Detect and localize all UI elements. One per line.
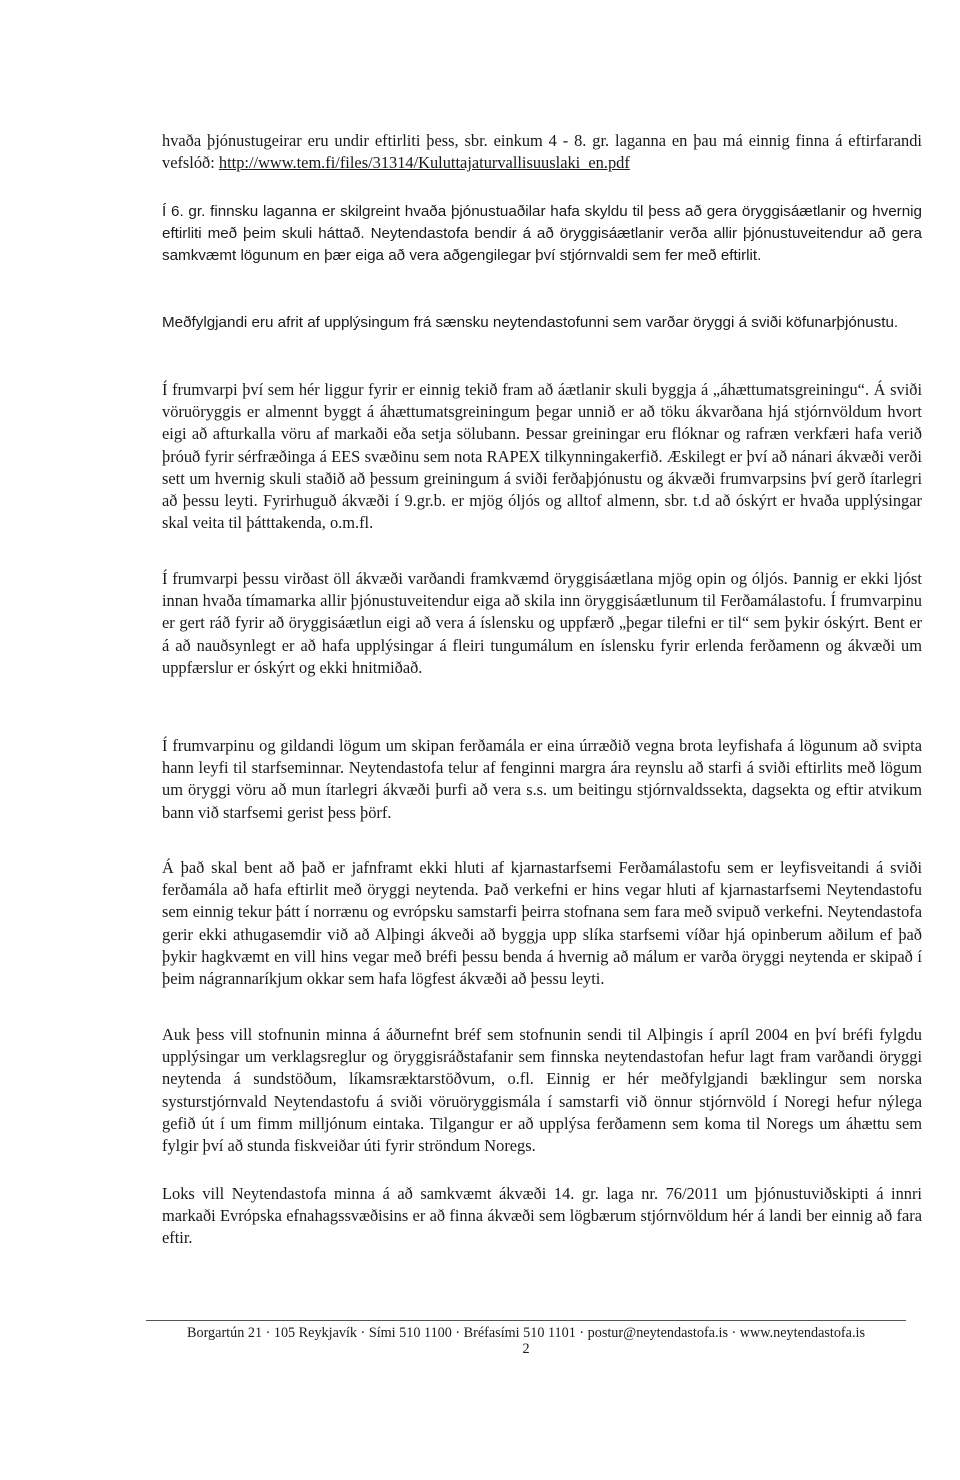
footer-contact: Borgartún 21 · 105 Reykjavík · Sími 510 1100 · Bréfasími 510 1101 · postur@neytendastofa.is · www.neytendastofa.is	[187, 1325, 865, 1341]
footer-divider	[146, 1320, 906, 1321]
paragraph-4: Í frumvarpi því sem hér liggur fyrir er einnig tekið fram að áætlanir skuli byggja á „áhættumatsgreiningu“. Á sviði vöruöryggis er almennt byggt á áhættumatsgreiningum þegar unnið er að töku ákvarðana hjá stjórnvöldum hvort eigi að afturkalla vöru af markaði eða setja sölubann. Þessar greiningar eru flóknar og rafræn verkfæri hafa verið þróuð fyrir sérfræðinga á EES svæðinu sem nota RAPEX tilkynningakerfið. Æskilegt er því að nánari ákvæði verði sett um hvernig skuli staðið að þessum greiningum á sviði ferðaþjónustu og ákvæði frumvarpsins því gerð ítarlegri að þessu leyti. Fyrirhuguð ákvæði í 9.gr.b. er mjög óljós og alltof almenn, sbr. t.d að óskýrt er hvaða upplýsingar skal veita til þátttakenda, o.m.fl.	[162, 380, 922, 533]
paragraph-3: Meðfylgjandi eru afrit af upplýsingum frá sænsku neytendastofunni sem varðar öryggi á sviði köfunarþjónustu.	[162, 314, 899, 331]
page-number: 2	[522, 1341, 530, 1357]
paragraph-7: Á það skal bent að það er jafnframt ekki hluti af kjarnastarfsemi Ferðamálastofu sem er leyfisveitandi á sviði ferðamála að hafa eftirlit með öryggi neytenda. Það verkefni er hins vegar hluti af kjarnastarfsemi Neytendastofu sem einnig tekur þátt í norrænu og evrópsku samstarfi þeirra stofnana sem fara með svipuð verkefni. Neytendastofa gerir ekki athugasemdir við að Alþingi ákveði að byggja upp slíka starfsemi víðar hjá opinberum aðilum ef það þykir hagkvæmt en vill hins vegar með bréfi þessu benda á hvernig að málum er varða öryggi neytenda er skipað í þeim nágrannaríkjum okkar sem hafa lögfest ákvæði að þessu leyti.	[162, 858, 922, 989]
paragraph-1-text: hvaða þjónustugeirar eru undir eftirliti þess, sbr. einkum 4 - 8. gr. laganna en þau má einnig finna á eftirfarandi vefslóð:	[162, 131, 922, 173]
paragraph-8: Auk þess vill stofnunin minna á áðurnefnt bréf sem stofnunin sendi til Alþingis í apríl 2004 en því bréfi fylgdu upplýsingar um verklagsreglur og öryggisráðstafanir sem finnska neytendastofan hefur lagt fram varðandi öryggi neytenda á sundstöðum, líkamsræktarstöðvum, o.fl. Einnig er hér meðfylgjandi bæklingur sem norska systurstjórnvald Neytendastofu á sviði vöruöryggismála í samstarfi við önnur stjórnvöld í Noregi hefur nýlega gefið út í um fimm milljónum eintaka. Tilgangur er að upplýsa ferðamenn sem koma til Noregs um áhættu sem fylgir því að stunda fiskveiðar úti fyrir ströndum Noregs.	[162, 1025, 922, 1156]
paragraph-2: Í 6. gr. finnsku laganna er skilgreint hvaða þjónustuaðilar hafa skyldu til þess að gera öryggisáætlanir og hvernig eftirliti með þeim skuli háttað. Neytendastofa bendir á að öryggisáætlanir verða allir þjónustuveitendur að gera samkvæmt lögunum en þær eiga að vera aðgengilegar því stjórnvaldi sem fer með eftirlit.	[162, 203, 922, 265]
reference-link[interactable]: http://www.tem.fi/files/31314/Kuluttajaturvallisuuslaki_en.pdf	[218, 153, 630, 173]
paragraph-1	[162, 130, 922, 174]
paragraph-9: Loks vill Neytendastofa minna á að samkvæmt ákvæði 14. gr. laga nr. 76/2011 um þjónustuviðskipti á innri markaði Evrópska efnahagssvæðisins er að finna ákvæði sem lögbærum stjórnvöldum hér á landi ber einnig að fara eftir.	[162, 1184, 922, 1248]
paragraph-6: Í frumvarpinu og gildandi lögum um skipan ferðamála er eina úrræðið vegna brota leyfishafa á lögunum að svipta hann leyfi til starfseminnar. Neytendastofa telur af fenginni margra ára reynslu að starfi á sviði eftirlits með lögum um öryggi vöru að mun ítarlegri ákvæði þurfi að vera s.s. um beitingu stjórnvaldssekta, dagsekta og eftir atvikum bann við starfsemi gerist þess þörf.	[162, 736, 922, 822]
paragraph-5: Í frumvarpi þessu virðast öll ákvæði varðandi framkvæmd öryggisáætlana mjög opin og óljós. Þannig er ekki ljóst innan hvaða tímamarka allir þjónustuveitendur eiga að skila inn öryggisáætlunum til Ferðamálastofu. Í frumvarpinu er gert ráð fyrir að öryggisáætlun eigi að vera á íslensku og uppfærð „þegar tilefni er til“ sem þykir óskýrt. Bent er á að nauðsynlegt er að hafa upplýsingar á fleiri tungumálum en íslensku fyrir erlenda ferðamenn og ákvæði um uppfærslur er óskýrt og ekki hnitmiðað.	[162, 569, 922, 677]
